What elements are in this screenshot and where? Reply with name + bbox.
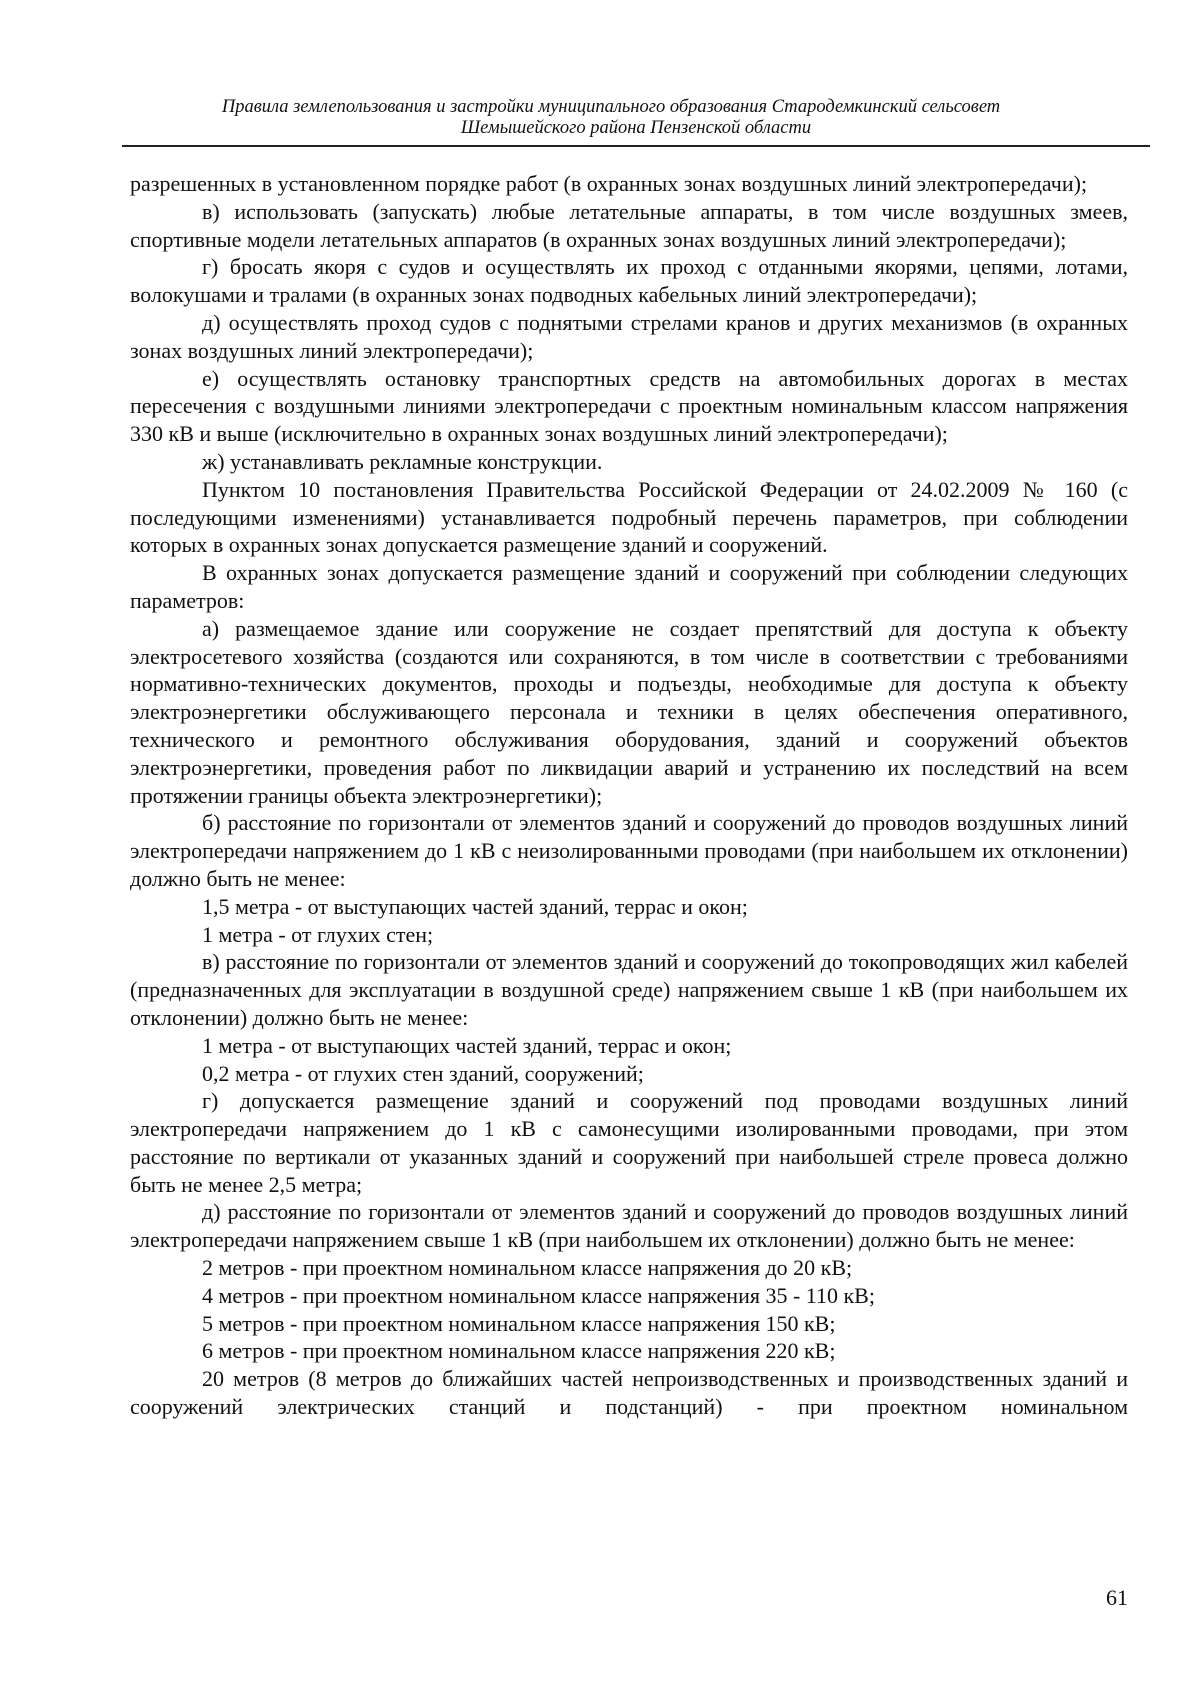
paragraph: б) расстояние по горизонтали от элементов зданий и сооружений до проводов воздушных линий электропередачи напряжением до 1 кВ с неизолированными проводами (при наибольшем их отклонении) должно быть не менее:	[130, 810, 1128, 891]
paragraph: г) бросать якоря с судов и осуществлять их проход с отданными якорями, цепями, лотами, волокушами и тралами (в охранных зонах подводных кабельных линий электропередачи);	[130, 254, 1128, 308]
paragraph: е) осуществлять остановку транспортных средств на автомобильных дорогах в местах пересечения с воздушными линиями электропередачи с проектным номинальным классом напряжения 330 кВ и выше (исключительно в охранных зонах воздушных линий электропередачи);	[130, 365, 1128, 447]
page-number: 61	[1106, 1585, 1128, 1610]
document-body	[130, 170, 1128, 1421]
paragraph: 20 метров (8 метров до ближайших частей непроизводственных и производственных зданий и сооружений электрических станций и подстанций) - при проектном номинальном	[130, 1366, 1128, 1420]
list-item: 1 метра - от выступающих частей зданий, террас и окон;	[202, 1032, 732, 1058]
list-item: 5 метров - при проектном номинальном классе напряжения 150 кВ;	[202, 1310, 836, 1336]
paragraph: В охранных зонах допускается размещение зданий и сооружений при соблюдении следующих параметров:	[130, 560, 1128, 613]
paragraph: г) допускается размещение зданий и сооружений под проводами воздушных линий электропередачи напряжением до 1 кВ с самонесущими изолированными проводами, при этом расстояние по вертикали от указанных зданий и сооружений при наибольшей стреле провеса должно быть не менее 2,5 метра;	[130, 1088, 1128, 1197]
paragraph: разрешенных в установленном порядке работ (в охранных зонах воздушных линий электропередачи);	[130, 171, 1088, 196]
paragraph: д) осуществлять проход судов с поднятыми стрелами кранов и других механизмов (в охранных зонах воздушных линий электропередачи);	[130, 309, 1128, 363]
running-header-line-1: Правила землепользования и застройки муниципального образования Стародемкинский сельсовет	[221, 97, 1001, 117]
list-item: 6 метров - при проектном номинальном классе напряжения 220 кВ;	[202, 1338, 836, 1364]
paragraph: ж) устанавливать рекламные конструкции.	[202, 448, 603, 474]
running-header-line-2: Шемышейского района Пензенской области	[460, 118, 812, 138]
list-item: 2 метров - при проектном номинальном классе напряжения до 20 кВ;	[202, 1255, 853, 1281]
list-item: 4 метров - при проектном номинальном классе напряжения 35 - 110 кВ;	[202, 1282, 875, 1308]
paragraph: а) размещаемое здание или сооружение не создает препятствий для доступа к объекту электросетевого хозяйства (создаются или сохраняются, в том числе в соответствии с требованиями нормативно-технических документов, проходы и подъезды, необходимые для доступа к объекту электроэнергетики обслуживающего персонала и техники в целях обеспечения оперативного, технического и ремонтного обслуживания оборудования, зданий и сооружений объектов электроэнергетики, проведения работ по ликвидации аварий и устранению их последствий на всем протяжении границы объекта электроэнергетики);	[130, 615, 1128, 808]
list-item: 1 метра - от глухих стен;	[202, 921, 434, 947]
paragraph: в) использовать (запускать) любые летательные аппараты, в том числе воздушных змеев, спортивные модели летательных аппаратов (в охранных зонах воздушных линий электропередачи);	[130, 198, 1128, 252]
running-header	[122, 97, 1150, 147]
list-item: 1,5 метра - от выступающих частей зданий, террас и окон;	[202, 893, 748, 919]
paragraph: в) расстояние по горизонтали от элементов зданий и сооружений до токопроводящих жил кабелей (предназначенных для эксплуатации в воздушной среде) напряжением свыше 1 кВ (при наибольшем их отклонении) должно быть не менее:	[130, 949, 1128, 1030]
list-item: 0,2 метра - от глухих стен зданий, сооружений;	[202, 1060, 644, 1086]
paragraph: Пунктом 10 постановления Правительства Российской Федерации от 24.02.2009 № 160 (с последующими изменениями) устанавливается подробный перечень параметров, при соблюдении которых в охранных зонах допускается размещение зданий и сооружений.	[130, 476, 1128, 558]
paragraph: д) расстояние по горизонтали от элементов зданий и сооружений до проводов воздушных линий электропередачи напряжением свыше 1 кВ (при наибольшем их отклонении) должно быть не менее:	[130, 1199, 1128, 1253]
